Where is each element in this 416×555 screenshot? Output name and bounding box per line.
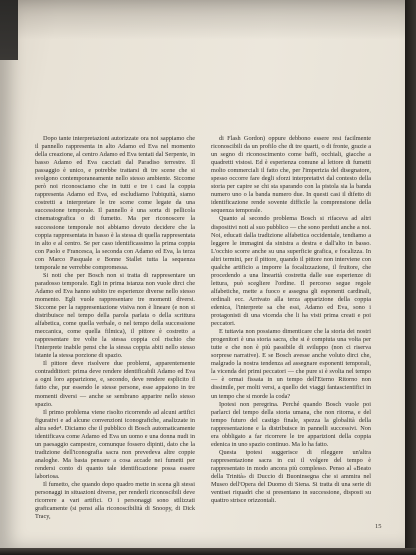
- paragraph: di Flash Gordon) oppure debbono essere resi facilmente riconoscibili da un profilo che di tre quarti, o di fronte, grazie a un segno di riconoscimento come baffi, occhiali, giacche a quadretti vistosi. Ed è esperienza comune al lettore di fumetti molto commerciali il fatto che, per l'imperizia del disegnatore, spesso occorre fare degli sforzi interpretativi dal contesto della storia per capire se chi sta sparando con la pistola sia la banda numero uno o la banda numero due. In questi casi il difetto di identificazione rende sovente difficile la comprensione della sequenza temporale.: [211, 135, 371, 215]
- paragraph: Il fumetto, che quando dopo quadro mette in scena gli stessi personaggi in situazioni diverse, per renderli riconoscibili deve ricorrere a vari artifici. O i personaggi sono stilizzati graficamente (si pensi alla riconoscibilità di Snoopy, di Dick Tracy,: [35, 481, 195, 521]
- text-column-right: [211, 135, 371, 505]
- paragraph: E tuttavia non possiamo dimenticare che la storia dei nostri progenitori è una storia sacra, che si è compiuta una volta per tutte e che non è più passibile di sviluppo (non ci riserva sorprese narrative). E se Bosch avesse anche voluto dirci che, malgrado la nostra tendenza ad assegnare esponenti temporali, la vicenda dei primi peccatori — che pure si è svolta nel tempo — è ormai fissata in un tempo dell'Eterno Ritorno non dissimile, per molti versi, a quello dei viaggi fantascientifici in un tempo che si morde la coda?: [211, 328, 371, 400]
- paragraph: Ipotesi non peregrina. Perché quando Bosch vuole poi parlarci del tempo della storia umana, che non ritorna, e del tempo futuro del castigo finale, spezza la globalità della rappresentazione e la distribuisce in pannelli successivi. Non era obbligato a far ricorrere le tre apparizioni della coppia edenica in uno spazio continuo. Ma lo ha fatto.: [211, 400, 371, 448]
- text-column-left: [35, 135, 195, 521]
- paragraph: Si noti che per Bosch non si tratta di rappresentare un paradosso temporale. Egli in prima istanza non vuole dirci che Adamo ed Eva hanno subito tre esperienze diverse nello stesso momento. Egli vuole rappresentare tre momenti diversi. Siccome per la rappresentazione visiva non è lineare (e non si distribuisce nel tempo della parola parlata o della scrittura alfabetica, come quella verbale, o nel tempo della successione meccanica, come quella filmica), il pittore è costretto a rappresentare tre volte la stessa coppia col rischio che l'interprete inabile pensi che la stessa coppia abiti nello stesso istante la stessa porzione di spazio.: [35, 271, 195, 360]
- background-edge: [405, 0, 416, 555]
- paragraph: Il pittore deve risolvere due problemi, apparentemente contraddittori: prima deve rendere identificabili Adamo ed Eva a ogni loro apparizione, e, secondo, deve rendere esplicito il fatto che, pur essendo le stesse persone, esse appaiono in tre momenti diversi — anche se sembrano apparire nello stesso spazio.: [35, 360, 195, 408]
- page-number: 15: [375, 523, 382, 530]
- paragraph: Quanto al secondo problema Bosch si rifaceva ad altri dispositivi noti al suo pubblico — che sono perduti anche a noi. Noi, educati dalla tradizione alfabetica occidentale, tendiamo a leggere le immagini da sinistra a destra e dall'alto in basso. L'occhio scorre anche su una superficie grafica, e focalizza. In altri termini, per il pittore, quando il pittore non interviene con qualche artificio a imporre la focalizzazione, il fruitore, che procedendo a una linearità costretta dalle sue esperienze di lettura, può scegliere l'ordine. Il percorso segue regole alfabetiche, mette a fuoco e assegna gli esponenti cardinali, ordinali ecc. Arrivato alla terza apparizione della coppia edenica, l'interprete sa che essi, Adamo ed Eva, sono i protagonisti di una vicenda che li ha visti prima creati e poi peccatori.: [211, 215, 371, 328]
- page-corner: [0, 0, 18, 60]
- paragraph: Questa ipotesi suggerisce di rileggere un'altra rappresentazione sacra in cui il volgere del tempo è rappresentato in modo ancora più complesso. Penso al «Beato della Trinità» di Duccio di Buoninsegna che si ammira nel Museo dell'Opera del Duomo di Siena. Si tratta di una serie di ventisei riquadri che si presentano in successione, disposti su quattro strisce orizzontali.: [211, 448, 371, 505]
- paragraph: Dopo tante interpretazioni autorizzate ora noi sappiamo che il pannello rappresenta in alto Adamo ed Eva nel momento della creazione, al centro Adamo ed Eva tentati dal Serpente, in basso Adamo ed Eva cacciati dal Paradiso terrestre. Il passaggio è unico, e potrebbe trattarsi di tre scene che si svolgono contemporaneamente nello stesso ambiente. Siccome però noi riconosciamo che in tutti e tre i casi la coppia rappresenta Adamo ed Eva, ed escludiamo l'ubiquità, siamo costretti a interpretare le tre scene come legate da una successione temporale. Il pannello è una sorta di pellicola cinematografica o di fumetto. Ma per riconoscere la successione temporale noi abbiamo dovuto decidere che la coppia rappresentata in basso è la stessa di quella rappresentata in alto e al centro. Se per caso identificassimo la prima coppia con Paolo e Francesca, la seconda con Adamo ed Eva, la terza con Marco Pasquale e Bonne Stallet tutta la sequenza temporale ne verrebbe compromessa.: [35, 135, 195, 271]
- paragraph: Il primo problema viene risolto ricorrendo ad alcuni artifici figurativi e ad alcune convenzioni iconografiche, analizzate in altra sede⁴. Diciamo che il pubblico di Bosch automaticamente identificava come Adamo ed Eva un uomo e una donna nudi in un paesaggio campestre, comunque fossero dipinti, dato che la tradizione dell'iconografia sacra non prevedeva altre coppie analoghe. Ma basta pensare a cosa accade nei fumetti per rendersi conto di quanto tale identificazione possa essere laboriosa.: [35, 408, 195, 480]
- page-shadow: [0, 0, 405, 40]
- background-edge: [0, 548, 416, 555]
